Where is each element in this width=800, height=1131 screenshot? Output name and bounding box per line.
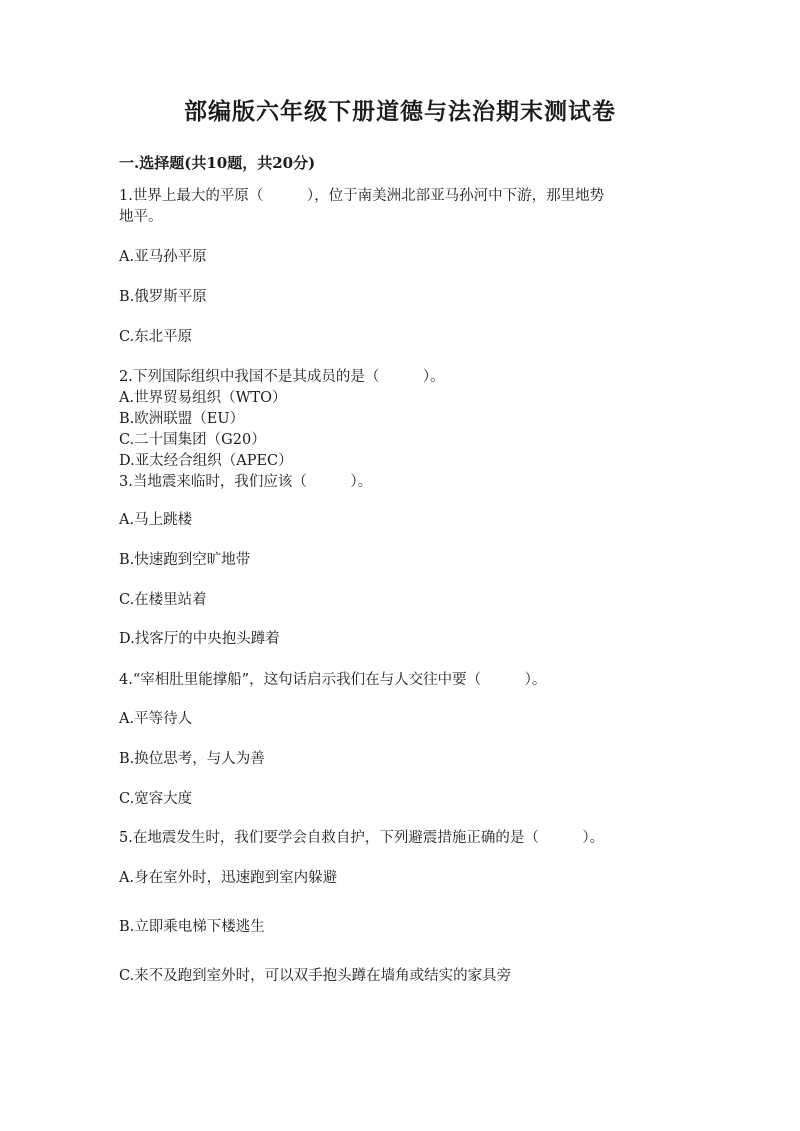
question-4-option-c: C.宽容大度 (119, 791, 193, 807)
question-3-option-b: B.快速跑到空旷地带 (119, 552, 251, 568)
question-5-stem: 5.在地震发生时，我们要学会自救自护，下列避震措施正确的是（ ）。 (119, 830, 605, 846)
question-5-option-a: A.身在室外时，迅速跑到室内躲避 (119, 870, 338, 886)
question-5-option-b: B.立即乘电梯下楼逃生 (119, 919, 265, 935)
question-3-option-c: C.在楼里站着 (119, 592, 207, 608)
question-4-option-a: A.平等待人 (119, 711, 193, 727)
question-3-option-a: A.马上跳楼 (119, 512, 193, 528)
question-2-option-d: D.亚太经合组织（APEC） (119, 453, 293, 469)
question-1-stem-line1: 1.世界上最大的平原（ ），位于南美洲北部亚马孙河中下游，那里地势 (119, 188, 605, 204)
question-1-stem-line2: 地平。 (119, 209, 163, 225)
question-2-option-b: B.欧洲联盟（EU） (119, 411, 245, 427)
question-5-option-c: C.来不及跑到室外时，可以双手抱头蹲在墙角或结实的家具旁 (119, 968, 512, 984)
question-1-option-c: C.东北平原 (119, 329, 193, 345)
question-1-option-a: A.亚马孙平原 (119, 249, 207, 265)
question-4-stem: 4.“宰相肚里能撑船”，这句话启示我们在与人交往中要（ ）。 (119, 672, 547, 688)
question-3-option-d: D.找客厅的中央抱头蹲着 (119, 631, 280, 647)
question-2-option-c: C.二十国集团（G20） (119, 432, 266, 448)
section-heading: 一.选择题(共10题，共20分) (119, 154, 316, 172)
question-2-option-a: A.世界贸易组织（WTO） (119, 390, 287, 406)
question-4-option-b: B.换位思考，与人为善 (119, 751, 265, 767)
question-1-option-b: B.俄罗斯平原 (119, 289, 207, 305)
page-title: 部编版六年级下册道德与法治期末测试卷 (184, 98, 616, 125)
question-3-stem: 3.当地震来临时，我们应该（ ）。 (119, 474, 373, 490)
question-2-stem: 2.下列国际组织中我国不是其成员的是（ ）。 (119, 369, 445, 385)
